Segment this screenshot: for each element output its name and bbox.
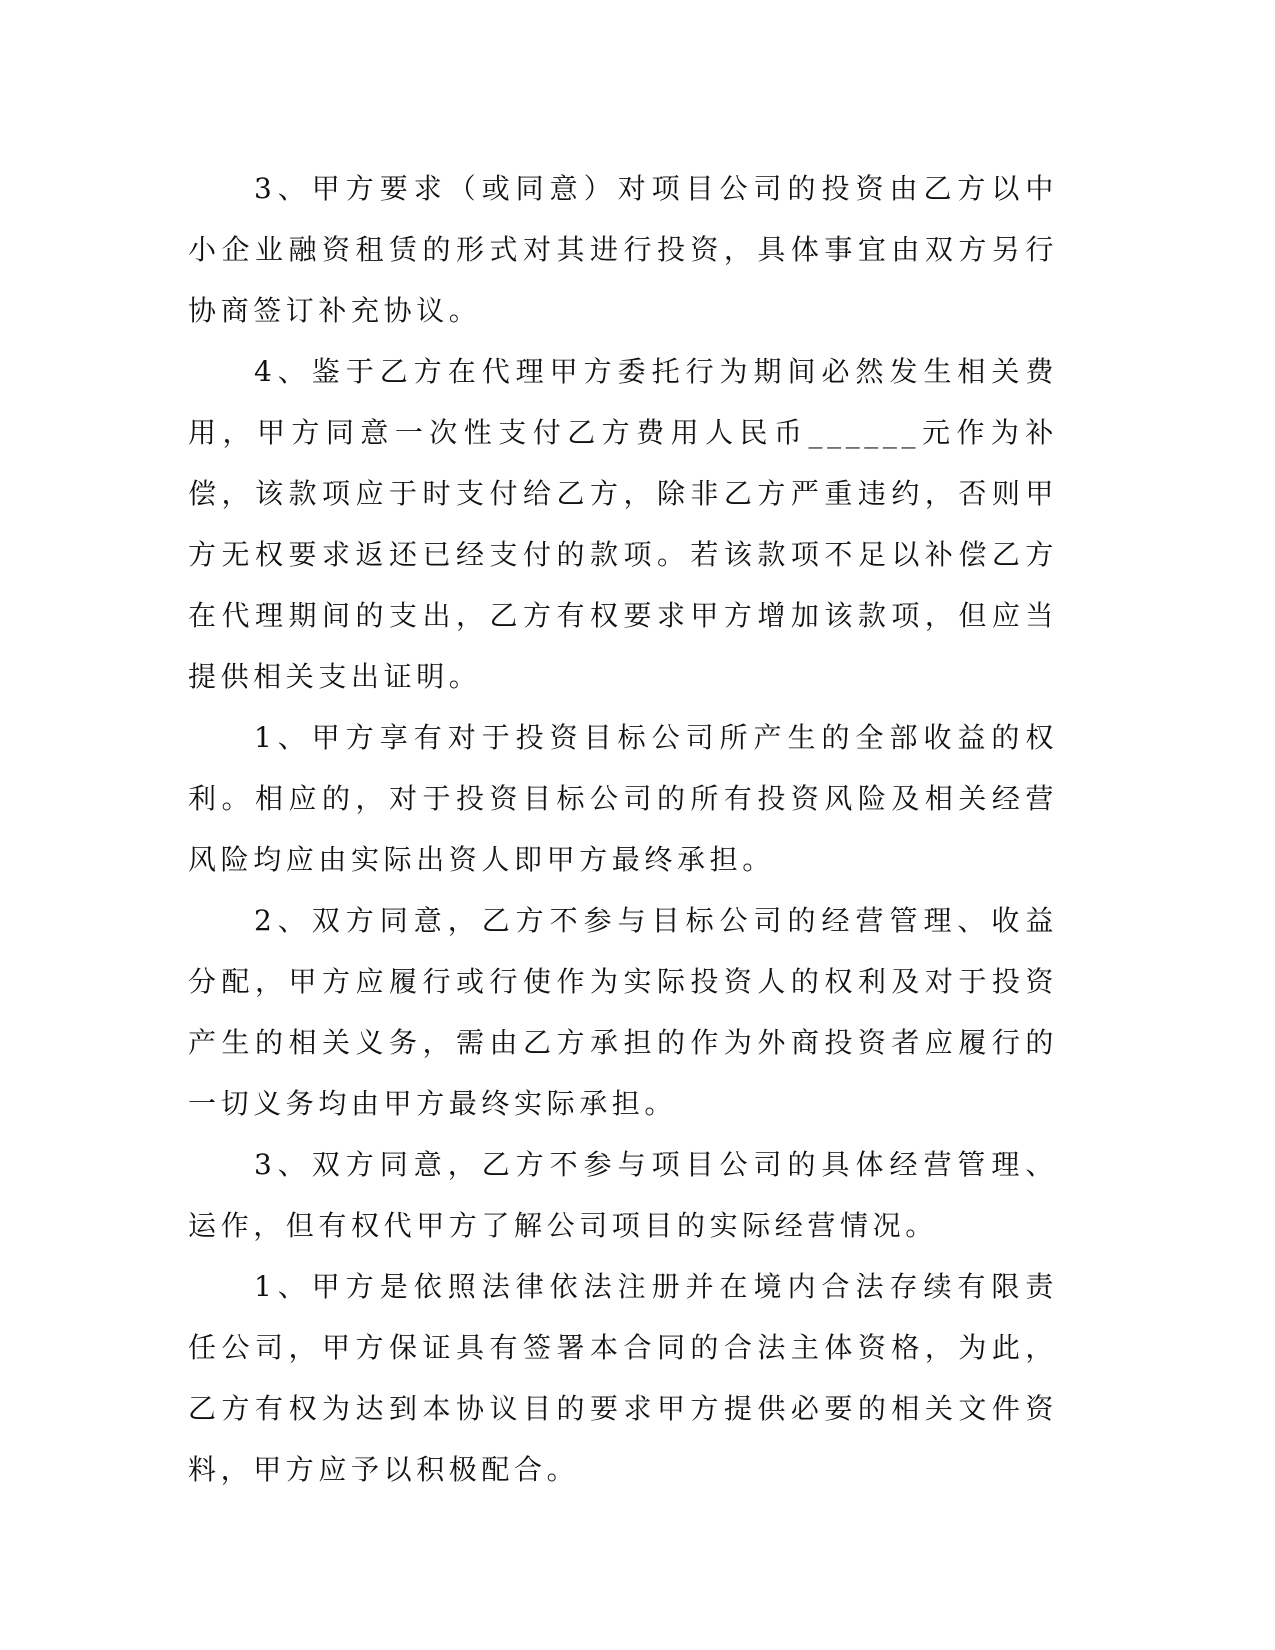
paragraph-expense-compensation: 4、鉴于乙方在代理甲方委托行为期间必然发生相关费用，甲方同意一次性支付乙方费用人民币______元作为补偿，该款项应于时支付给乙方，除非乙方严重违约，否则甲方无权要求返还已经支付的款项。若该款项不足以补偿乙方在代理期间的支出，乙方有权要求甲方增加该款项，但应当提供相关支出证明。 [188, 355, 1058, 693]
paragraph-party-qualification: 1、甲方是依照法律依法注册并在境内合法存续有限责任公司，甲方保证具有签署本合同的合法主体资格，为此，乙方有权为达到本协议目的要求甲方提供必要的相关文件资料，甲方应予以积极配合。 [188, 1270, 1058, 1486]
paragraph-operation-information: 3、双方同意，乙方不参与项目公司的具体经营管理、运作，但有权代甲方了解公司项目的实际经营情况。 [188, 1148, 1058, 1242]
paragraph-management-obligations: 2、双方同意，乙方不参与目标公司的经营管理、收益分配，甲方应履行或行使作为实际投资人的权利及对于投资产生的相关义务，需由乙方承担的作为外商投资者应履行的一切义务均由甲方最终实际承担。 [188, 904, 1058, 1120]
paragraph-income-rights: 1、甲方享有对于投资目标公司所产生的全部收益的权利。相应的，对于投资目标公司的所有投资风险及相关经营风险均应由实际出资人即甲方最终承担。 [188, 721, 1058, 876]
document-body [188, 158, 1058, 1500]
paragraph-investment-leasing: 3、甲方要求（或同意）对项目公司的投资由乙方以中小企业融资租赁的形式对其进行投资，具体事宜由双方另行协商签订补充协议。 [188, 172, 1058, 327]
